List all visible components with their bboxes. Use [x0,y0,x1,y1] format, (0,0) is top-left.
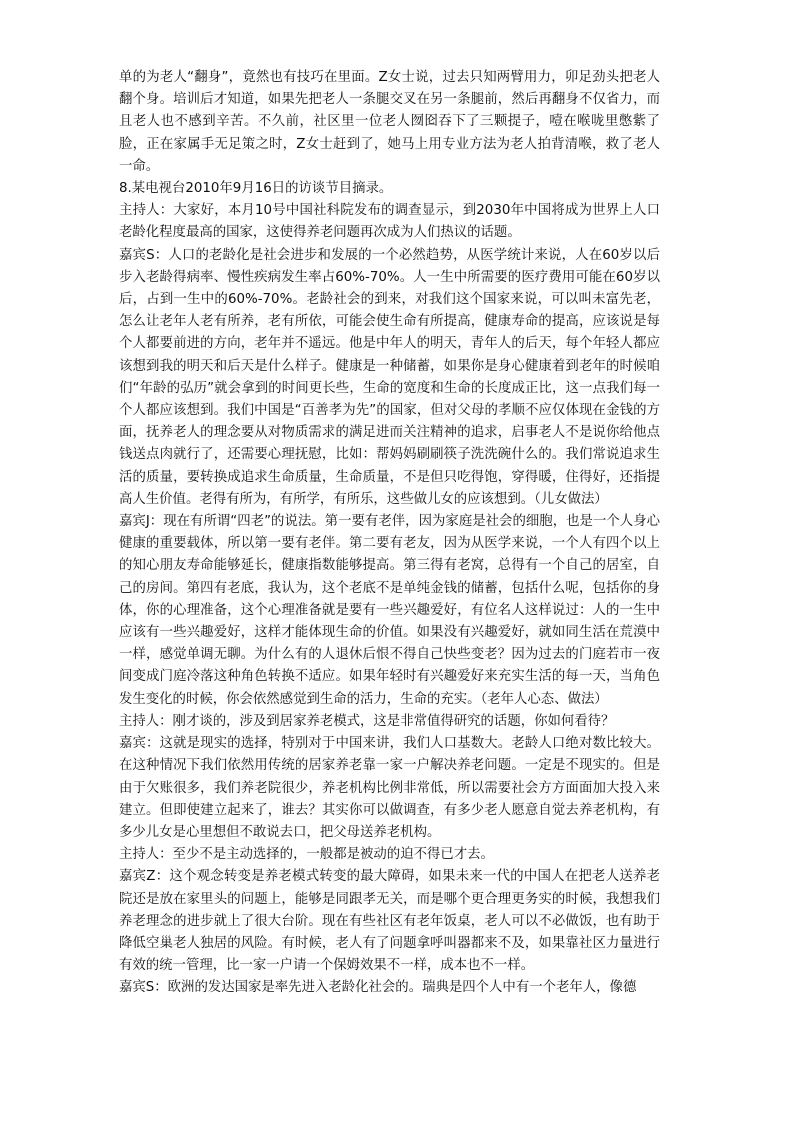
paragraph-host-passive: 主持人：至少不是主动选择的，一般都是被动的迫不得已才去。 [119,847,494,863]
paragraph-item-8-heading: 8.某电视台2010年9月16日的访谈节目摘录。 [119,181,393,197]
document-body [119,67,660,1000]
paragraph-guest-s-aging: 嘉宾S：人口的老龄化是社会进步和发展的一个必然趋势，从医学统计来说，人在60岁以后步入老龄得病率、慢性疾病发生率占60%-70%。人一生中所需要的医疗费用可能在60岁以后，占到一生中的60%-70%。老龄社会的到来，对我们这个国家来说，可以叫未富先老，怎么让老年人老有所养，老有所依，可能会使生命有所提高，健康寿命的提高，应该说是每个人都要前进的方向，老年并不遥远。他是中年人的明天，青年人的后天，每个年轻人都应该想到我的明天和后天是什么样子。健康是一种储蓄，如果你是身心健康着到老年的时候咱们“年龄的弘历”就会拿到的时间更长些，生命的宽度和生命的长度成正比，这一点我们每一个人都应该想到。我们中国是“百善孝为先”的国家，但对父母的孝顺不应仅体现在金钱的方面，抚养老人的理念要从对物质需求的满足进而关注精神的追求，启事老人不是说你给他点钱送点肉就行了，还需要心理抚慰，比如：帮妈妈刷刷筷子洗洗碗什么的。我们常说追求生活的质量，要转换成追求生命质量，生命质量，不是但只吃得饱，穿得暖，住得好，还指提高人生价值。老得有所为，有所学，有所乐，这些做儿女的应该想到。（儿女做法） [119,247,660,507]
paragraph-host-home-care: 主持人：刚才谈的，涉及到居家养老模式，这是非常值得研究的话题，你如何看待？ [119,713,615,729]
paragraph-intro-continuation: 单的为老人“翻身”，竟然也有技巧在里面。Z女士说，过去只知两臂用力，卯足劲头把老人翻个身。培训后才知道，如果先把老人一条腿交叉在另一条腿前，然后再翻身不仅省力，而且老人也不感到辛苦。不久前，社区里一位老人囫囵吞下了三颗提子，噎在喉咙里憋紫了脸，正在家属手无足策之时，Z女士赶到了，她马上用专业方法为老人拍背清喉，救了老人一命。 [119,70,660,174]
paragraph-guest-j-four-olds: 嘉宾J：现在有所谓“四老”的说法。第一要有老伴，因为家庭是社会的细胞，也是一个人身心健康的重要载体，所以第一要有老伴。第二要有老友，因为从医学来说，一个人有四个以上的知心朋友寿命能够延长，健康指数能够提高。第三得有老窝，总得有一个自己的居室，自己的房间。第四有老底，我认为，这个老底不是单纯金钱的储蓄，包括什么呢，包括你的身体，你的心理准备，这个心理准备就是要有一些兴趣爱好，有位名人这样说过：人的一生中应该有一些兴趣爱好，这样才能体现生命的价值。如果没有兴趣爱好，就如同生活在荒漠中一样，感觉单调无聊。为什么有的人退休后恨不得自己快些变老？因为过去的门庭若市一夜间变成门庭冷落这种角色转换不适应。如果年轻时有兴趣爱好来充实生活的每一天，当角色发生变化的时候，你会依然感觉到生命的活力，生命的充实。（老年人心态、做法） [119,514,660,707]
paragraph-guest-z-concept: 嘉宾Z：这个观念转变是养老模式转变的最大障碍，如果未来一代的中国人在把老人送养老院还是放在家里头的问题上，能够是同跟孝无关，而是哪个更合理更务实的时候，我想我们养老理念的进步就上了很大台阶。现在有些社区有老年饭桌，老人可以不必做饭，也有助于降低空巢老人独居的风险。有时候，老人有了问题拿呼叫器都来不及，如果靠社区力量进行有效的统一管理，比一家一户请一个保姆效果不一样，成本也不一样。 [119,869,660,974]
paragraph-guest-s-europe: 嘉宾S：欧洲的发达国家是率先进入老龄化社会的。瑞典是四个人中有一个老年人，像德 [119,980,637,996]
paragraph-guest-reality: 嘉宾：这就是现实的选择，特别对于中国来讲，我们人口基数大。老龄人口绝对数比较大。在这种情况下我们依然用传统的居家养老靠一家一户解决养老问题。一定是不现实的。但是由于欠账很多，我们养老院很少，养老机构比例非常低，所以需要社会方方面面加大投入来建立。但即使建立起来了，谁去？其实你可以做调查，有多少老人愿意自觉去养老机构，有多少儿女是心里想但不敢说去口，把父母送养老机构。 [119,736,660,840]
paragraph-host-opening: 主持人：大家好，本月10号中国社科院发布的调查显示，到2030年中国将成为世界上人口老龄化程度最高的国家，这使得养老问题再次成为人们热议的话题。 [119,203,660,241]
